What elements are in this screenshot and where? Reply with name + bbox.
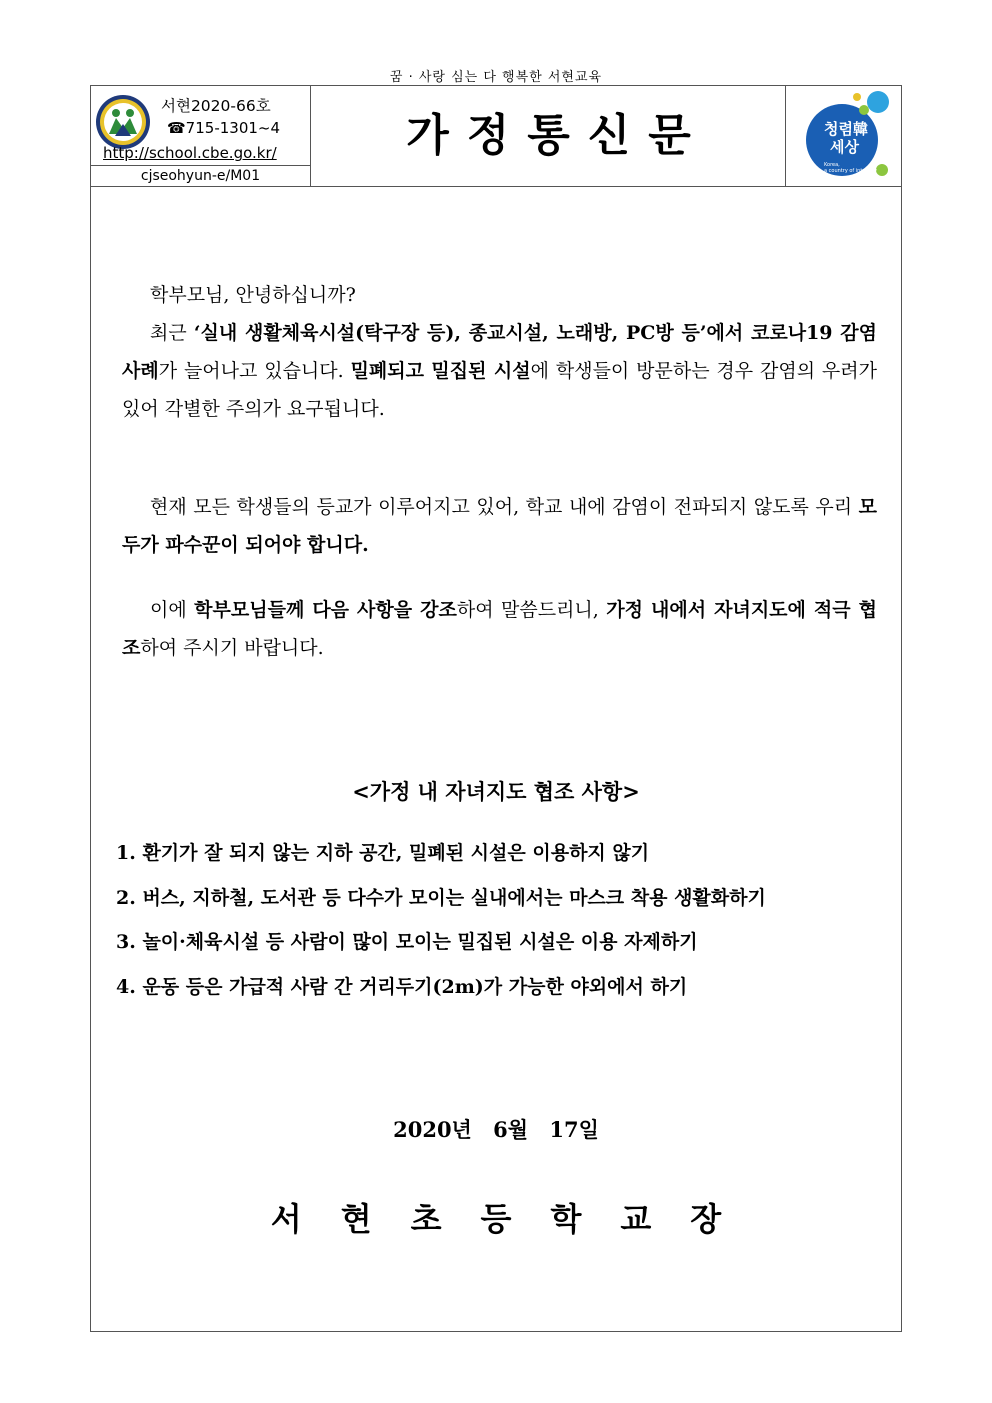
- p3-highlight-cooperation: 가정 내에서 자녀지도에 적극 협조: [122, 599, 878, 659]
- p1-text-e: 에 학생들이 방문하는 경우 감염의 우려가 있어 각별한 주의가 요구됩니다.: [122, 360, 877, 420]
- paragraph-2: [122, 488, 877, 564]
- p1-text-a: 최근: [150, 322, 194, 344]
- list-item: 2. 버스, 지하철, 도서관 등 다수가 모이는 실내에서는 마스크 착용 생활화하기: [116, 886, 766, 909]
- cooperation-list: [116, 838, 886, 1016]
- svg-text:Korea,: Korea,: [824, 162, 840, 168]
- principal-signature: 서현초등학교장: [270, 1200, 761, 1238]
- p3-text-c: 하여 말씀드리니,: [456, 599, 607, 621]
- brand-logo-cell: [785, 86, 901, 186]
- p3-text-e: 하여 주시기 바랍니다.: [140, 637, 324, 659]
- section-title: <가정 내 자녀지도 협조 사항>: [352, 779, 640, 804]
- svg-text:a country of integrity: a country of integrity: [824, 168, 877, 174]
- greeting: 학부모님, 안녕하십니까?: [150, 284, 356, 306]
- svg-text:청렴韓: 청렴韓: [824, 120, 868, 138]
- document-frame: [90, 85, 902, 1332]
- school-emblem-icon: [95, 94, 151, 150]
- paragraph-3: [122, 591, 877, 667]
- list-item: 1. 환기가 잘 되지 않는 지하 공간, 밀폐된 시설은 이용하지 않기: [116, 842, 650, 864]
- p1-highlight-closed: 밀폐되고 밀집된 시설: [350, 360, 531, 382]
- p1-text-c: 가 늘어나고 있습니다.: [158, 360, 351, 382]
- p2-highlight-guardians: 모두가 파수꾼이 되어야 합니다.: [122, 496, 877, 556]
- document-number: 서현2020-66호: [161, 97, 271, 115]
- p1-highlight-venues: ‘실내 생활체육시설(탁구장 등), 종교시설, 노래방, PC방 등’에서 코로나19 감염사례: [122, 322, 878, 382]
- school-info: [91, 86, 311, 186]
- paragraph-1: [122, 314, 877, 428]
- document-header: [91, 86, 901, 187]
- issue-date: 2020년 6월 17일: [393, 1117, 599, 1142]
- page-title: 가정통신문: [406, 110, 709, 161]
- list-item: 4. 운동 등은 가급적 사람 간 거리두기(2m)가 가능한 야외에서 하기: [116, 975, 688, 998]
- motto: 꿈 · 사랑 심는 다 행복한 서현교육: [389, 70, 603, 85]
- integrity-korea-logo-icon: [794, 88, 894, 184]
- p2-text-a: 현재 모든 학생들의 등교가 이루어지고 있어, 학교 내에 감염이 전파되지 않도록 우리: [150, 496, 859, 518]
- phone-number: ☎715-1301~4: [167, 119, 281, 137]
- p3-text-a: 이에: [150, 599, 195, 621]
- site-code: cjseohyun-e/M01: [91, 165, 310, 187]
- list-item: 3. 놀이·체육시설 등 사람이 많이 모이는 밀집된 시설은 이용 자제하기: [116, 931, 698, 953]
- p3-highlight-emphasis: 학부모님들께 다음 사항을 강조: [194, 599, 457, 621]
- svg-text:세상: 세상: [830, 138, 859, 156]
- school-website-link[interactable]: http://school.cbe.go.kr/: [103, 144, 277, 162]
